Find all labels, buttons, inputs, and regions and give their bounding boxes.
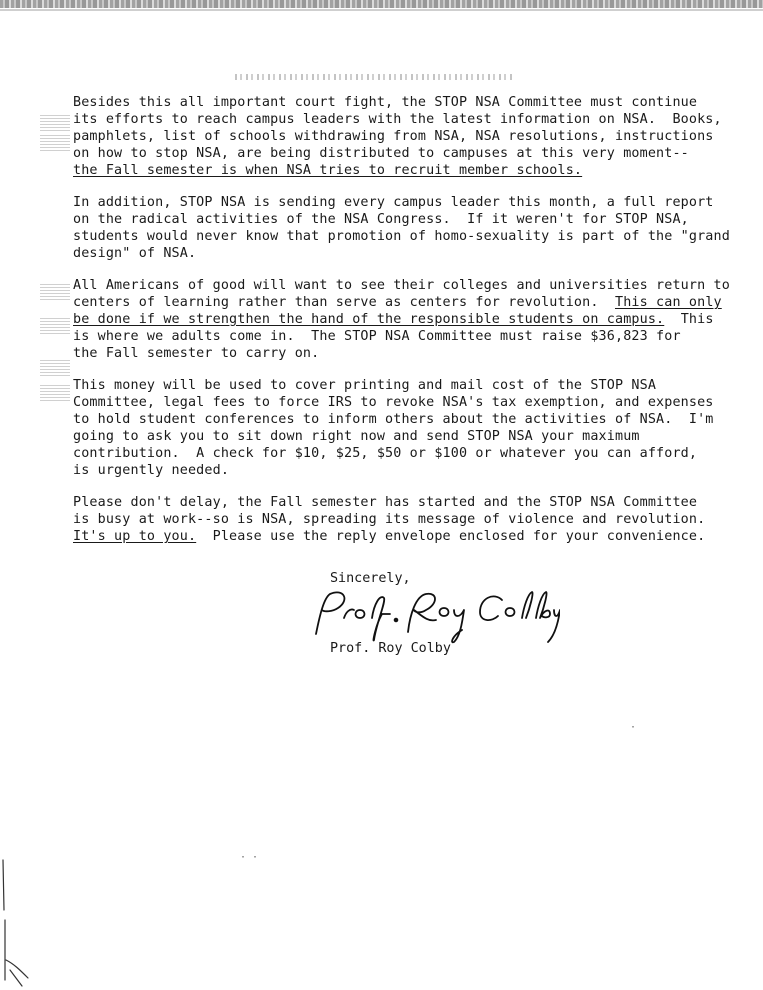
text-line: students would never know that promotion of homo-sexuality is part of the "grand (73, 229, 730, 244)
text-line: Besides this all important court fight, the STOP NSA Committee must continue (73, 95, 698, 110)
text-line: is busy at work--so is NSA, spreading its message of violence and revolution. (73, 512, 706, 527)
paragraph-court-fight (73, 94, 723, 179)
text-line: on the radical activities of the NSA Congress. If it weren't for STOP NSA, (73, 212, 689, 227)
margin-mark (40, 135, 70, 151)
scan-edge-mark (0, 850, 50, 990)
speck: · · (240, 852, 259, 863)
underlined-text-segment: be done if we strengthen the hand of the responsible students on campus. (73, 312, 665, 327)
text-line: In addition, STOP NSA is sending every campus leader this month, a full report (73, 195, 714, 210)
closing: Sincerely, (330, 571, 411, 586)
speck: · (630, 722, 637, 733)
paragraph-dont-delay (73, 494, 723, 545)
text-line: going to ask you to sit down right now and send STOP NSA your maximum (73, 429, 640, 444)
text-line: contribution. A check for $10, $25, $50 or $100 or whatever you can afford, (73, 446, 698, 461)
text-line: pamphlets, list of schools withdrawing from NSA, NSA resolutions, instructions (73, 129, 714, 144)
text-line: This money will be used to cover printing and mail cost of the STOP NSA (73, 378, 657, 393)
typed-name: Prof. Roy Colby (330, 641, 451, 656)
margin-mark (40, 360, 70, 376)
text-line (73, 311, 723, 328)
handwritten-signature (310, 584, 560, 646)
paragraph-money (73, 377, 723, 479)
text-line: is where we adults come in. The STOP NSA Committee must raise $36,823 for (73, 329, 681, 344)
text-line: the Fall semester to carry on. (73, 346, 320, 361)
text-segment: centers of learning rather than serve as centers for revolution. (73, 295, 615, 310)
paragraph-report (73, 194, 730, 262)
text-line: All Americans of good will want to see their colleges and universities return to (73, 278, 730, 293)
margin-mark (40, 284, 70, 300)
text-line (73, 528, 723, 545)
text-line: design" of NSA. (73, 246, 197, 261)
letter-body (73, 94, 730, 560)
margin-mark (40, 318, 70, 334)
underlined-text-line: the Fall semester is when NSA tries to recruit member schools. (73, 163, 583, 178)
margin-mark (40, 385, 70, 401)
page-top-scan-line (0, 9, 763, 11)
text-line: on how to stop NSA, are being distributed to campuses at this very moment-- (73, 146, 689, 161)
text-line (73, 294, 723, 311)
text-line: its efforts to reach campus leaders with the latest information on NSA. Books, (73, 112, 722, 127)
underlined-text-segment: It's up to you. (73, 529, 197, 544)
paragraph-americans (73, 277, 730, 362)
text-line: is urgently needed. (73, 463, 230, 478)
margin-mark (40, 115, 70, 131)
page-top-scan-edge (0, 0, 763, 8)
text-segment: This (664, 312, 714, 327)
faint-header-text (235, 74, 515, 80)
text-segment: Please use the reply envelope enclosed for your convenience. (196, 529, 706, 544)
underlined-text-segment: This can only (614, 295, 722, 310)
text-line: Please don't delay, the Fall semester has started and the STOP NSA Committee (73, 495, 698, 510)
text-line: Committee, legal fees to force IRS to revoke NSA's tax exemption, and expenses (73, 395, 714, 410)
text-line: to hold student conferences to inform others about the activities of NSA. I'm (73, 412, 714, 427)
